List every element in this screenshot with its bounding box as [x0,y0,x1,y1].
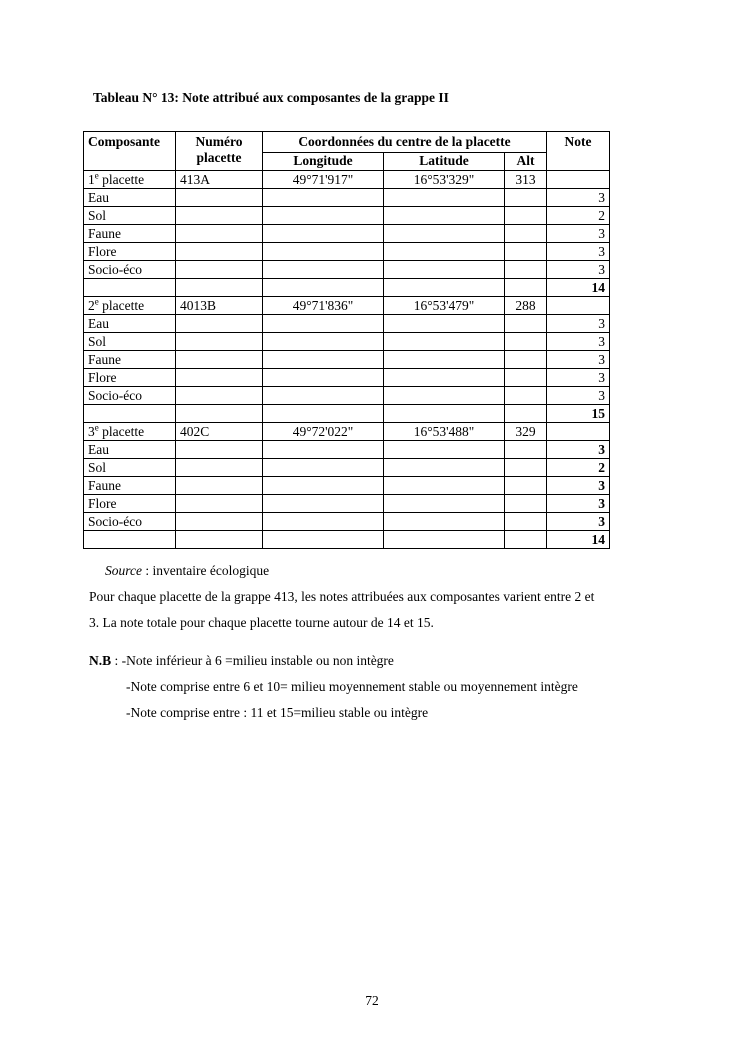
nb-line-1 [89,653,394,669]
empty-cell [505,405,547,423]
empty-cell [384,531,505,549]
empty-cell [505,387,547,405]
empty-cell [384,459,505,477]
component-name: Sol [84,459,176,477]
source-note [105,563,269,579]
empty-cell [384,351,505,369]
header-composante: Composante [84,132,176,171]
placette-label [84,171,176,189]
table-row [84,477,610,495]
component-note: 3 [547,189,610,207]
empty-cell [176,441,263,459]
placette-note-empty [547,423,610,441]
component-note: 2 [547,207,610,225]
table-row [84,225,610,243]
empty-cell [176,495,263,513]
component-note: 3 [547,441,610,459]
empty-cell [384,225,505,243]
component-name: Flore [84,243,176,261]
table-row [84,333,610,351]
empty-cell [505,261,547,279]
component-name: Sol [84,207,176,225]
empty-cell [505,441,547,459]
empty-cell [176,351,263,369]
component-name: Faune [84,225,176,243]
placette-row [84,171,610,189]
component-note: 3 [547,387,610,405]
source-text: : inventaire écologique [142,563,270,578]
placette-latitude: 16°53'329" [384,171,505,189]
empty-cell [384,279,505,297]
component-note: 3 [547,477,610,495]
empty-cell [176,459,263,477]
empty-cell [505,243,547,261]
empty-cell [384,207,505,225]
empty-cell [263,261,384,279]
total-row [84,405,610,423]
table-row [84,459,610,477]
placette-ordinal: 3 [88,423,95,439]
empty-cell [176,225,263,243]
component-name: Socio-éco [84,513,176,531]
component-name: Flore [84,369,176,387]
component-note: 3 [547,369,610,387]
placette-label [84,423,176,441]
total-note: 15 [547,405,610,423]
component-note: 3 [547,261,610,279]
empty-cell [263,531,384,549]
component-name: Eau [84,441,176,459]
placette-note-empty [547,171,610,189]
placette-label-text: placette [98,171,145,187]
component-note: 3 [547,225,610,243]
component-note: 3 [547,351,610,369]
empty-cell [384,243,505,261]
empty-cell [176,243,263,261]
placette-ordinal: 1 [88,171,95,187]
empty-cell [384,477,505,495]
empty-cell [263,279,384,297]
empty-cell [384,369,505,387]
component-note: 3 [547,315,610,333]
table-row [84,261,610,279]
placette-longitude: 49°71'917" [263,171,384,189]
empty-cell [176,315,263,333]
placette-row [84,423,610,441]
table-caption: Tableau N° 13: Note attribué aux composantes de la grappe II [93,90,449,105]
header-numero-line2: placette [196,150,242,165]
table-row [84,189,610,207]
empty-cell [263,189,384,207]
empty-cell [84,405,176,423]
empty-cell [505,333,547,351]
total-note: 14 [547,531,610,549]
placette-alt: 329 [505,423,547,441]
empty-cell [384,405,505,423]
table-row [84,351,610,369]
component-note: 3 [547,333,610,351]
empty-cell [263,459,384,477]
empty-cell [176,531,263,549]
empty-cell [176,477,263,495]
empty-cell [505,189,547,207]
empty-cell [263,441,384,459]
placette-alt: 288 [505,297,547,315]
empty-cell [263,513,384,531]
component-note: 2 [547,459,610,477]
empty-cell [384,387,505,405]
empty-cell [84,279,176,297]
placette-numero: 413A [176,171,263,189]
empty-cell [384,513,505,531]
total-note: 14 [547,279,610,297]
empty-cell [384,495,505,513]
header-alt: Alt [505,152,547,170]
placette-longitude: 49°72'022" [263,423,384,441]
table-row [84,207,610,225]
component-note: 3 [547,513,610,531]
placette-numero: 402C [176,423,263,441]
header-note: Note [547,132,610,171]
component-note: 3 [547,243,610,261]
empty-cell [384,261,505,279]
nb-text-1: : -Note inférieur à 6 =milieu instable ou non intègre [111,653,394,668]
placette-label-text: placette [98,297,145,313]
header-numero [176,132,263,171]
table-row [84,315,610,333]
empty-cell [263,495,384,513]
table-row [84,387,610,405]
placette-ordinal-suffix: e [94,170,99,180]
empty-cell [263,207,384,225]
component-name: Eau [84,315,176,333]
component-name: Socio-éco [84,261,176,279]
component-name: Socio-éco [84,387,176,405]
placette-latitude: 16°53'488" [384,423,505,441]
empty-cell [505,477,547,495]
total-row [84,531,610,549]
placette-label [84,297,176,315]
empty-cell [505,369,547,387]
empty-cell [505,459,547,477]
table-row [84,441,610,459]
empty-cell [384,333,505,351]
paragraph-line-1: Pour chaque placette de la grappe 413, les notes attribuées aux composantes varient entre 2 et [89,589,595,604]
component-name: Eau [84,189,176,207]
nb-label: N.B [89,653,112,668]
empty-cell [263,225,384,243]
empty-cell [505,513,547,531]
placette-ordinal-suffix: e [94,296,99,306]
component-name: Faune [84,477,176,495]
empty-cell [263,369,384,387]
table-row [84,369,610,387]
header-longitude: Longitude [263,152,384,170]
empty-cell [176,189,263,207]
empty-cell [505,531,547,549]
empty-cell [384,315,505,333]
placette-row [84,297,610,315]
empty-cell [505,225,547,243]
header-latitude: Latitude [384,152,505,170]
table-row [84,495,610,513]
placette-longitude: 49°71'836" [263,297,384,315]
placette-label-text: placette [98,423,145,439]
empty-cell [176,369,263,387]
empty-cell [384,441,505,459]
empty-cell [176,279,263,297]
empty-cell [505,315,547,333]
component-name: Sol [84,333,176,351]
component-name: Flore [84,495,176,513]
empty-cell [263,387,384,405]
empty-cell [384,189,505,207]
nb-line-2: -Note comprise entre 6 et 10= milieu moyennement stable ou moyennement intègre [126,679,578,694]
placette-numero: 4013B [176,297,263,315]
empty-cell [505,495,547,513]
empty-cell [176,207,263,225]
page-number: 72 [365,993,379,1008]
table-row [84,513,610,531]
empty-cell [176,513,263,531]
empty-cell [263,315,384,333]
empty-cell [263,477,384,495]
empty-cell [263,243,384,261]
header-numero-line1: Numéro [195,134,243,149]
header-coordonnees: Coordonnées du centre de la placette [263,132,547,153]
component-note: 3 [547,495,610,513]
empty-cell [176,261,263,279]
placette-latitude: 16°53'479" [384,297,505,315]
source-label: Source [105,563,142,578]
placette-ordinal-suffix: e [94,422,99,432]
empty-cell [84,531,176,549]
nb-line-3: -Note comprise entre : 11 et 15=milieu stable ou intègre [126,705,429,720]
empty-cell [505,207,547,225]
placette-alt: 313 [505,171,547,189]
empty-cell [176,333,263,351]
empty-cell [263,351,384,369]
component-name: Faune [84,351,176,369]
empty-cell [263,333,384,351]
placette-ordinal: 2 [88,297,95,313]
placette-note-empty [547,297,610,315]
empty-cell [176,405,263,423]
empty-cell [176,387,263,405]
empty-cell [505,351,547,369]
table-row [84,243,610,261]
empty-cell [505,279,547,297]
notes-table [83,131,610,549]
total-row [84,279,610,297]
paragraph-line-2: 3. La note totale pour chaque placette tourne autour de 14 et 15. [89,615,434,630]
empty-cell [263,405,384,423]
